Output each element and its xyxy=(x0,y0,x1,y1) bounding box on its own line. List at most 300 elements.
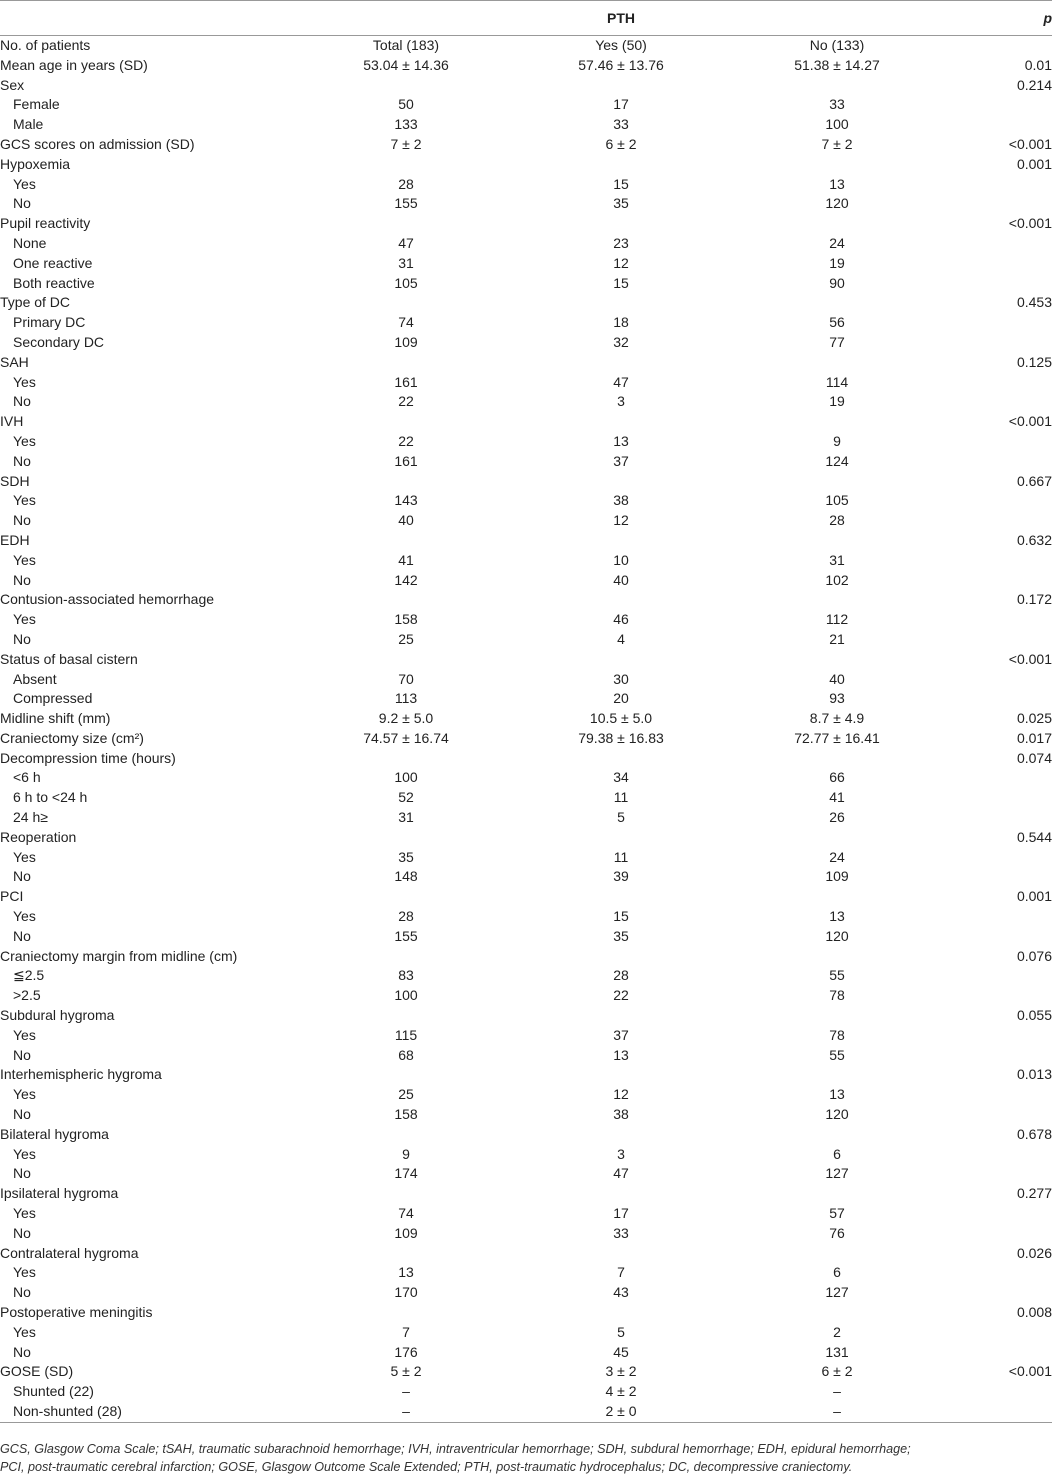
p-value-cell xyxy=(944,808,1052,828)
row-label: No xyxy=(13,868,31,885)
p-value-cell: 0.074 xyxy=(1016,749,1052,766)
pth-yes-cell: 46 xyxy=(613,611,629,628)
p-value-cell: 0.055 xyxy=(1016,1007,1052,1024)
row-label: Decompression time (hours) xyxy=(0,749,176,766)
total-cell: 109 xyxy=(394,333,418,350)
row-label: Yes xyxy=(13,1264,36,1281)
p-value-cell xyxy=(944,1382,1052,1402)
row-label: ≦2.5 xyxy=(13,967,45,984)
row-label: >2.5 xyxy=(13,987,41,1004)
pth-yes-cell: 3 xyxy=(617,393,625,410)
p-value-cell xyxy=(944,689,1052,709)
p-value-cell xyxy=(944,986,1052,1006)
p-value-cell xyxy=(944,194,1052,214)
row-label: No xyxy=(13,630,31,647)
table-row xyxy=(0,1145,1052,1165)
pth-no-cell: 105 xyxy=(825,492,849,509)
pth-yes-cell: 11 xyxy=(613,789,629,806)
total-cell: Total (183) xyxy=(372,37,440,53)
total-cell: 115 xyxy=(394,1026,418,1043)
pth-yes-cell: 12 xyxy=(613,512,629,529)
total-cell xyxy=(300,155,512,175)
table-row xyxy=(0,1204,1052,1224)
table-row xyxy=(0,274,1052,294)
p-value-cell xyxy=(944,610,1052,630)
row-label: No xyxy=(13,1106,31,1123)
pth-yes-cell: 3 xyxy=(617,1145,625,1162)
pth-no-cell: 56 xyxy=(829,314,845,331)
row-label: Mean age in years (SD) xyxy=(0,56,148,73)
p-value-cell xyxy=(944,274,1052,294)
header-blank-cell xyxy=(730,1,944,36)
total-cell xyxy=(300,1244,512,1264)
row-label: No xyxy=(13,195,31,212)
row-label: Primary DC xyxy=(13,314,86,331)
p-value-cell xyxy=(944,392,1052,412)
pth-yes-cell xyxy=(512,749,730,769)
p-value-cell: 0.277 xyxy=(1016,1185,1052,1202)
row-label: Secondary DC xyxy=(13,333,105,350)
p-value-cell xyxy=(944,1046,1052,1066)
table-row xyxy=(0,1164,1052,1184)
table-row xyxy=(0,571,1052,591)
pth-yes-cell xyxy=(512,1244,730,1264)
pth-no-cell: 131 xyxy=(825,1343,849,1360)
total-cell: 74 xyxy=(398,314,414,331)
pth-yes-cell xyxy=(512,1125,730,1145)
row-label: Yes xyxy=(13,848,36,865)
pth-yes-cell: 15 xyxy=(613,274,629,291)
pth-no-cell: 21 xyxy=(829,630,845,647)
p-value-cell xyxy=(944,511,1052,531)
p-value-cell xyxy=(944,1145,1052,1165)
pth-yes-cell: 45 xyxy=(613,1343,629,1360)
table-row xyxy=(0,353,1052,373)
row-label: Reoperation xyxy=(0,828,77,845)
pth-no-cell xyxy=(730,1303,944,1323)
table-row xyxy=(0,531,1052,551)
row-label: EDH xyxy=(0,531,30,548)
pth-yes-cell: 22 xyxy=(613,987,629,1004)
row-label: Shunted (22) xyxy=(13,1383,94,1400)
row-label: Interhemispheric hygroma xyxy=(0,1066,162,1083)
table-row xyxy=(0,1362,1052,1382)
row-label: GCS scores on admission (SD) xyxy=(0,135,195,152)
pth-yes-cell: 7 xyxy=(617,1264,625,1281)
p-value-cell xyxy=(944,966,1052,986)
row-label: No xyxy=(13,1224,31,1241)
total-cell xyxy=(300,412,512,432)
row-label: IVH xyxy=(0,413,24,430)
pth-no-cell: 24 xyxy=(829,848,845,865)
pth-yes-cell: 17 xyxy=(613,1205,629,1222)
total-cell: 28 xyxy=(398,908,414,925)
row-label: Yes xyxy=(13,1086,36,1103)
pth-yes-cell: 13 xyxy=(613,1046,629,1063)
p-value-cell xyxy=(944,432,1052,452)
row-label: Subdural hygroma xyxy=(0,1007,115,1024)
total-cell: 158 xyxy=(394,611,418,628)
table-row xyxy=(0,491,1052,511)
pth-no-cell: 78 xyxy=(829,1026,845,1043)
pth-no-cell xyxy=(730,472,944,492)
row-label: Contusion-associated hemorrhage xyxy=(0,591,215,608)
pth-yes-cell: 10 xyxy=(613,551,629,568)
pth-yes-cell xyxy=(512,590,730,610)
row-label: Yes xyxy=(13,1026,36,1043)
pth-yes-cell xyxy=(512,887,730,907)
pth-no-cell: 33 xyxy=(829,96,845,113)
table-row xyxy=(0,432,1052,452)
total-cell: 9 xyxy=(402,1145,410,1162)
row-label: Pupil reactivity xyxy=(0,215,91,232)
pth-yes-cell xyxy=(512,1065,730,1085)
pth-yes-cell: 11 xyxy=(613,848,629,865)
pth-no-cell xyxy=(730,828,944,848)
p-value-cell: 0.025 xyxy=(1016,710,1052,727)
pth-no-cell: 2 xyxy=(833,1323,841,1340)
pth-yes-cell: 10.5 ± 5.0 xyxy=(589,710,653,727)
pth-no-cell: 13 xyxy=(829,175,845,192)
table-row xyxy=(0,927,1052,947)
pth-yes-cell: 34 xyxy=(613,769,629,786)
pth-yes-cell: 57.46 ± 13.76 xyxy=(578,56,664,73)
total-cell: 148 xyxy=(394,868,418,885)
total-cell: 176 xyxy=(394,1343,418,1360)
table-row xyxy=(0,1263,1052,1283)
total-cell: 22 xyxy=(398,432,414,449)
table-row xyxy=(0,194,1052,214)
pth-no-cell: 127 xyxy=(825,1284,849,1301)
row-label: Absent xyxy=(13,670,57,687)
total-cell: 105 xyxy=(394,274,418,291)
row-label: SDH xyxy=(0,472,30,489)
pth-no-cell: 114 xyxy=(825,373,849,390)
table-row xyxy=(0,135,1052,155)
total-cell xyxy=(300,472,512,492)
p-value-cell: 0.076 xyxy=(1016,947,1052,964)
pth-yes-cell: 40 xyxy=(613,571,629,588)
pth-no-cell: – xyxy=(730,1402,944,1422)
pth-no-cell: 41 xyxy=(829,789,845,806)
pth-yes-cell xyxy=(512,214,730,234)
table-row xyxy=(0,1125,1052,1145)
pth-no-cell xyxy=(730,353,944,373)
row-label: Yes xyxy=(13,492,36,509)
row-label: Sex xyxy=(0,76,25,93)
pth-yes-cell: 4 ± 2 xyxy=(605,1383,637,1400)
p-value-cell xyxy=(944,1323,1052,1343)
pth-no-cell xyxy=(730,1244,944,1264)
table-row xyxy=(0,254,1052,274)
p-value-cell xyxy=(944,670,1052,690)
pth-no-cell xyxy=(730,749,944,769)
pth-yes-cell: 32 xyxy=(613,333,629,350)
pth-yes-cell: 12 xyxy=(613,254,629,271)
row-label: Yes xyxy=(13,611,36,628)
total-cell: 155 xyxy=(394,927,418,944)
row-label: No xyxy=(13,512,31,529)
row-label: Craniectomy margin from midline (cm) xyxy=(0,947,238,964)
total-cell: 133 xyxy=(394,116,418,133)
total-cell: 70 xyxy=(398,670,414,687)
pth-no-cell: 24 xyxy=(829,234,845,251)
pth-yes-cell xyxy=(512,650,730,670)
table-footnote xyxy=(0,1440,1052,1476)
pth-yes-cell xyxy=(512,1184,730,1204)
total-cell: – xyxy=(402,1383,410,1400)
table-row xyxy=(0,1085,1052,1105)
p-value-cell: 0.013 xyxy=(1016,1066,1052,1083)
pth-no-cell: 120 xyxy=(825,195,849,212)
row-label: PCI xyxy=(0,888,24,905)
row-label: No. of patients xyxy=(0,37,91,53)
pth-yes-cell: 33 xyxy=(613,1224,629,1241)
total-cell: 158 xyxy=(394,1106,418,1123)
total-cell xyxy=(300,749,512,769)
footnote-line: GCS, Glasgow Coma Scale; tSAH, traumatic subarachnoid hemorrhage; IVH, intraventricular hemorrhage; SDH, subdural hemorrhage; EDH, epidural hemorrhage; xyxy=(0,1442,911,1456)
pth-no-cell: 76 xyxy=(829,1224,845,1241)
row-label: Male xyxy=(13,116,44,133)
total-cell: 74.57 ± 16.74 xyxy=(363,729,449,746)
pth-yes-cell: 38 xyxy=(613,1106,629,1123)
pth-yes-cell xyxy=(512,1006,730,1026)
p-value-cell: 0.172 xyxy=(1016,591,1052,608)
pth-no-cell xyxy=(730,412,944,432)
pth-yes-cell: 17 xyxy=(613,96,629,113)
table-row xyxy=(0,1244,1052,1264)
p-value-cell xyxy=(944,95,1052,115)
row-label: Contralateral hygroma xyxy=(0,1244,139,1261)
table-row xyxy=(0,947,1052,967)
total-cell xyxy=(300,947,512,967)
row-label: GOSE (SD) xyxy=(0,1363,74,1380)
pth-no-cell xyxy=(730,947,944,967)
row-label: Yes xyxy=(13,1145,36,1162)
row-label: Postoperative meningitis xyxy=(0,1304,153,1320)
table-row xyxy=(0,1382,1052,1402)
total-cell xyxy=(300,650,512,670)
total-cell: 22 xyxy=(398,393,414,410)
pth-no-cell: 120 xyxy=(825,927,849,944)
pth-yes-cell: 18 xyxy=(613,314,629,331)
total-cell: 143 xyxy=(394,492,418,509)
pth-yes-cell: 5 xyxy=(617,809,625,826)
total-cell: 31 xyxy=(398,254,414,271)
pth-no-cell xyxy=(730,155,944,175)
p-value-cell: 0.632 xyxy=(1016,531,1052,548)
table-row xyxy=(0,1184,1052,1204)
table-row xyxy=(0,373,1052,393)
table-row xyxy=(0,828,1052,848)
p-value-cell xyxy=(944,1263,1052,1283)
p-value-cell: <0.001 xyxy=(1008,215,1052,232)
table-row xyxy=(0,412,1052,432)
pth-yes-cell: 33 xyxy=(613,116,629,133)
row-label: Both reactive xyxy=(13,274,95,291)
pth-no-cell: 102 xyxy=(825,571,849,588)
pth-yes-cell: 43 xyxy=(613,1284,629,1301)
total-cell: 68 xyxy=(398,1046,414,1063)
header-pth: PTH xyxy=(512,1,730,36)
total-cell xyxy=(300,214,512,234)
total-cell: 161 xyxy=(394,373,418,390)
pth-no-cell xyxy=(730,1065,944,1085)
table-row xyxy=(0,709,1052,729)
pth-yes-cell: 6 ± 2 xyxy=(605,135,637,152)
total-cell: 40 xyxy=(398,512,414,529)
table-row xyxy=(0,1343,1052,1363)
row-label: Type of DC xyxy=(0,294,71,311)
total-cell: 170 xyxy=(394,1284,418,1301)
pth-yes-cell: 4 xyxy=(617,630,625,647)
pth-no-cell: 19 xyxy=(829,254,845,271)
pth-no-cell xyxy=(730,1006,944,1026)
row-label: Yes xyxy=(13,1205,36,1222)
row-label: Female xyxy=(13,96,60,113)
table-row xyxy=(0,293,1052,313)
pth-yes-cell xyxy=(512,1303,730,1323)
p-value-cell xyxy=(944,36,1052,56)
table-row xyxy=(0,95,1052,115)
pth-no-cell: 6 xyxy=(833,1145,841,1162)
row-label: Craniectomy size (cm²) xyxy=(0,729,144,746)
total-cell xyxy=(300,76,512,96)
row-label: No xyxy=(13,1165,31,1182)
total-cell xyxy=(300,1125,512,1145)
table-row xyxy=(0,175,1052,195)
pth-no-cell: No (133) xyxy=(809,37,865,53)
total-cell: 100 xyxy=(394,987,418,1004)
table-row xyxy=(0,333,1052,353)
row-label: No xyxy=(13,452,31,469)
table-row xyxy=(0,689,1052,709)
total-cell xyxy=(300,1006,512,1026)
table-row xyxy=(0,472,1052,492)
pth-no-cell: 19 xyxy=(829,393,845,410)
header-p-value: p xyxy=(944,1,1052,36)
total-cell xyxy=(300,590,512,610)
p-value-cell: <0.001 xyxy=(1008,650,1052,667)
pth-yes-cell: 20 xyxy=(613,690,629,707)
row-label: No xyxy=(13,1046,31,1063)
table-row xyxy=(0,808,1052,828)
pth-no-cell: – xyxy=(833,1383,841,1400)
p-value-cell xyxy=(944,630,1052,650)
p-value-cell: <0.001 xyxy=(1008,1363,1052,1380)
p-value-cell xyxy=(944,788,1052,808)
row-label: Yes xyxy=(13,551,36,568)
total-cell: 25 xyxy=(398,630,414,647)
pth-no-cell: 31 xyxy=(829,551,845,568)
pth-yes-cell: 47 xyxy=(613,1165,629,1182)
pth-no-cell: 6 xyxy=(833,1264,841,1281)
pth-yes-cell: 37 xyxy=(613,452,629,469)
total-cell: 7 xyxy=(402,1323,410,1340)
row-label: Yes xyxy=(13,1323,36,1340)
total-cell xyxy=(300,887,512,907)
pth-no-cell: 120 xyxy=(825,1106,849,1123)
table-row xyxy=(0,749,1052,769)
pth-no-cell xyxy=(730,590,944,610)
pth-yes-cell: Yes (50) xyxy=(595,37,647,53)
header-blank-cell xyxy=(300,1,512,36)
pth-no-cell: 8.7 ± 4.9 xyxy=(809,710,865,727)
p-value-cell xyxy=(944,1204,1052,1224)
total-cell: 174 xyxy=(394,1165,418,1182)
pth-no-cell: 13 xyxy=(829,908,845,925)
row-label: No xyxy=(13,1284,31,1301)
p-value-cell xyxy=(944,768,1052,788)
pth-yes-cell: 38 xyxy=(613,492,629,509)
p-value-cell xyxy=(944,234,1052,254)
table-row xyxy=(0,729,1052,749)
pth-yes-cell xyxy=(512,947,730,967)
pth-no-cell: 124 xyxy=(825,452,849,469)
p-value-cell xyxy=(944,1085,1052,1105)
pth-no-cell: 40 xyxy=(829,670,845,687)
table-row xyxy=(0,590,1052,610)
row-label: No xyxy=(13,393,31,410)
p-value-cell xyxy=(944,1343,1052,1363)
pth-yes-cell: 13 xyxy=(613,432,629,449)
total-cell: 50 xyxy=(398,96,414,113)
table-row xyxy=(0,452,1052,472)
p-value-cell xyxy=(944,333,1052,353)
table-row xyxy=(0,1026,1052,1046)
table-row xyxy=(0,1323,1052,1343)
total-cell: 113 xyxy=(394,690,418,707)
p-value-cell xyxy=(944,571,1052,591)
table-row xyxy=(0,551,1052,571)
table-row xyxy=(0,1105,1052,1125)
pth-no-cell: 127 xyxy=(825,1165,849,1182)
row-label: 6 h to <24 h xyxy=(13,789,88,806)
p-value-cell xyxy=(944,1224,1052,1244)
table-row xyxy=(0,867,1052,887)
total-cell: 13 xyxy=(398,1264,414,1281)
footnote-line: PCI, post-traumatic cerebral infarction; GOSE, Glasgow Outcome Scale Extended; PTH, post-traumatic hydrocephalus; DC, decompressive craniectomy. xyxy=(0,1460,853,1474)
p-value-cell xyxy=(944,373,1052,393)
p-value-cell xyxy=(944,1283,1052,1303)
p-value-cell: 0.678 xyxy=(1016,1125,1052,1142)
pth-no-cell xyxy=(730,293,944,313)
p-value-cell: <0.001 xyxy=(1008,413,1052,430)
pth-no-cell: 78 xyxy=(829,987,845,1004)
pth-yes-cell: 35 xyxy=(613,195,629,212)
row-label: Yes xyxy=(13,373,36,390)
row-label: No xyxy=(13,571,31,588)
table-row xyxy=(0,115,1052,135)
pth-no-cell xyxy=(730,650,944,670)
table-row xyxy=(0,155,1052,175)
row-label: Midline shift (mm) xyxy=(0,710,111,727)
total-cell: – xyxy=(300,1402,512,1422)
table-row xyxy=(0,1065,1052,1085)
pth-yes-cell xyxy=(512,828,730,848)
row-label: 24 h≥ xyxy=(13,809,48,826)
total-cell: 109 xyxy=(394,1224,418,1241)
p-value-cell: 0.001 xyxy=(1016,888,1052,905)
p-value-cell xyxy=(944,1026,1052,1046)
total-cell xyxy=(300,1184,512,1204)
total-cell: 35 xyxy=(398,848,414,865)
total-cell: 53.04 ± 14.36 xyxy=(363,56,449,73)
row-label: SAH xyxy=(0,353,29,370)
p-value-cell: 0.026 xyxy=(1016,1244,1052,1261)
p-value-cell: 0.544 xyxy=(1016,828,1052,845)
table-row xyxy=(0,313,1052,333)
